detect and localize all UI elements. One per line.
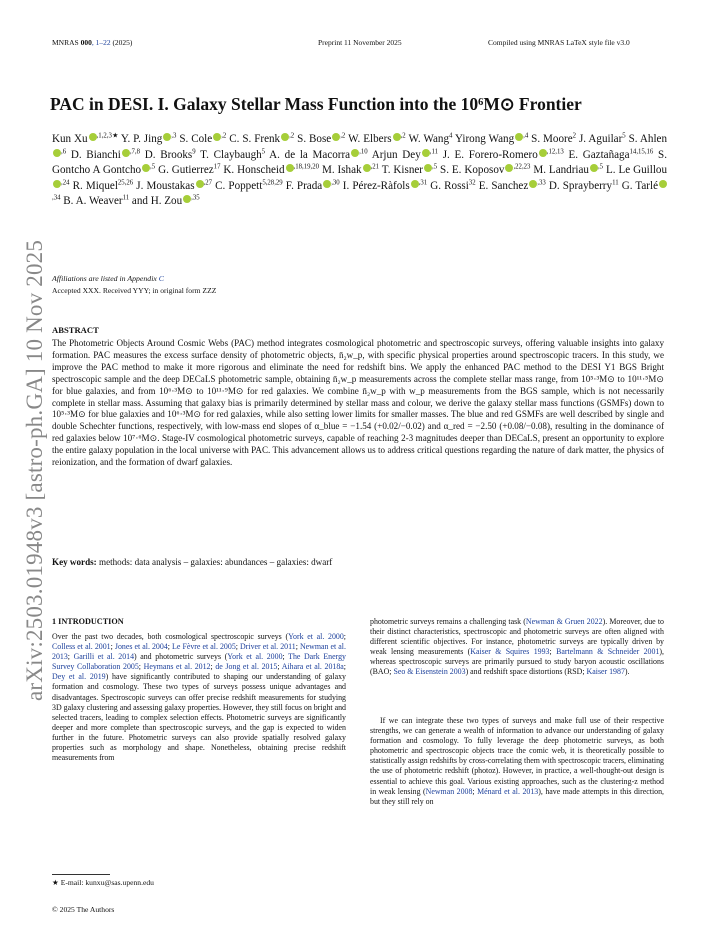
affiliation-superscript: ,12,13 (546, 147, 564, 155)
affiliation-superscript: ,7,8 (129, 147, 141, 155)
body-text: ; (472, 786, 478, 796)
affiliation-superscript: ,2 (340, 132, 346, 140)
affiliation-superscript: ,35 (191, 194, 200, 202)
affiliation-superscript: 25,26 (117, 179, 134, 187)
affiliation-superscript: 11 (122, 194, 130, 202)
author-name: R. Miquel (72, 179, 118, 192)
body-text: ), have made attempts in this direction, but they still rely on (370, 786, 664, 806)
author-name: B. A. Weaver (63, 195, 123, 208)
body-text: Over the past two decades, both cosmological spectroscopic surveys ( (52, 632, 289, 641)
keywords-label: Key words: (52, 557, 97, 567)
section-heading-introduction: 1 INTRODUCTION (52, 617, 124, 626)
author-name: M. Ishak (321, 164, 362, 177)
keywords (52, 557, 332, 567)
body-text: ; (210, 662, 216, 672)
author-name: S. Cole (179, 133, 213, 145)
orcid-icon[interactable] (515, 133, 523, 141)
author-name: E. Sanchez (478, 179, 529, 192)
citation-link[interactable]: York et al. 2000 (288, 632, 344, 641)
author-name: D. Bianchi (70, 148, 121, 161)
body-text: ) and redshift space distortions (RSD; (465, 667, 587, 677)
citation-link[interactable]: York et al. 2000 (227, 652, 283, 662)
intro-column-right-para2 (370, 716, 664, 807)
affiliation-superscript: ,31 (418, 179, 428, 187)
footnote-email: ★ E-mail: kunxu@sas.upenn.edu (52, 878, 154, 887)
orcid-icon[interactable] (590, 164, 598, 172)
body-text: ). Moreover, due to their distinct characteristics, spectroscopic and photometric surveys are often aligned with different scientific objectives. For instance, photometric surveys are typically driven by weak lensing measurements ( (370, 617, 665, 657)
citation-link[interactable]: Newman et al. 2013 (52, 642, 346, 662)
affiliation-superscript: 5 (261, 147, 266, 155)
orcid-icon[interactable] (183, 195, 191, 203)
citation-link[interactable]: Newman 2008 (425, 786, 473, 796)
orcid-icon[interactable] (286, 164, 294, 172)
affiliation-superscript: 9 (192, 147, 196, 155)
author-name: H. Zou (150, 195, 183, 208)
citation-link[interactable]: de Jong et al. 2015 (215, 662, 278, 672)
keywords-text: methods: data analysis – galaxies: abundances – galaxies: dwarf (96, 557, 333, 567)
body-text: photometric surveys remains a challenging task ( (370, 617, 526, 626)
body-text: ; (282, 652, 289, 662)
author-name: I. Pérez-Ràfols (342, 179, 410, 192)
citation-link[interactable]: Seo & Eisenstein 2003 (393, 667, 466, 677)
orcid-icon[interactable] (281, 133, 289, 141)
citation-link[interactable]: Newman & Gruen 2022 (525, 617, 603, 626)
affiliation-superscript: ,21 (370, 163, 380, 171)
citation-link[interactable]: Le Fèvre et al. 2005 (172, 642, 236, 652)
orcid-icon[interactable] (422, 149, 430, 157)
appendix-link[interactable]: C (158, 274, 164, 283)
author-name: D. Sprayberry (548, 179, 613, 192)
running-header-journal: MNRAS 000, 1–22 (2025) (52, 38, 133, 47)
abstract-text: The Photometric Objects Around Cosmic Webs (PAC) method integrates cosmological photometric and spectroscopic surveys, offering valuable insights into galaxy formation. PAC measures the excess surface density of photometric objects, n̄₂w_p, with specific physical properties around spectroscopic tracers. In this study, we improve the PAC method to make it more rigorous and eliminate the need for redshift bins. We apply the enhanced PAC method to the DESI Y1 BGS Bright spectroscopic sample and the deep DECaLS photometric sample, obtaining n̄₂w_p measurements across the complete stellar mass range, from 10⁵·³M⊙ to 10¹¹·⁵M⊙ for blue galaxies, and from 10⁶·³M⊙ to 10¹¹·⁹M⊙ for red galaxies. We combine n̄₂w_p with w_p measurements from the BGS sample, which is not necessarily complete in stellar mass. Assuming that galaxy bias is primarily determined by stellar mass and colour, we derive the galaxy stellar mass functions (GSMFs) down to 10⁵·³M⊙ for blue galaxies and 10⁶·³M⊙ for red galaxies, while also setting lower limits for smaller masses. The blue and red GSMFs are well described by single and double Schechter functions, respectively, with low-mass end slopes of α_blue = −1.54 (+0.02/−0.02) and α_red = −2.50 (+0.08/−0.08), resulting in the dominance of red galaxies below 10⁷·⁶M⊙. Stage-IV cosmological photometric surveys, capable of reaching 2-3 magnitudes deeper than DECaLS, present an opportunity to explore the entire galaxy population in the local universe with PAC. This advancement allows us to address critical questions regarding the nature of dark matter, the physics of reionization, and the formation of dwarf galaxies. (52, 338, 664, 468)
author-name: G. Rossi (430, 179, 469, 192)
author-name: D. Brooks (144, 148, 193, 161)
orcid-icon[interactable] (53, 180, 61, 188)
affiliation-superscript: ,18,19,20 (293, 163, 320, 171)
affiliation-superscript: 14,15,16 (629, 147, 654, 155)
author-name: W. Elbers (348, 133, 392, 145)
body-text: ; (235, 642, 241, 652)
affiliation-superscript: 4 (449, 132, 453, 140)
author-name: J. Moustakas (136, 179, 195, 192)
body-text: ; (110, 642, 115, 652)
body-text: ; (549, 647, 557, 657)
copyright: © 2025 The Authors (52, 905, 115, 914)
affiliation-superscript: ,2 (289, 132, 295, 140)
orcid-icon[interactable] (659, 180, 667, 188)
body-text: ; (67, 652, 74, 662)
citation-link[interactable]: Heymans et al. 2012 (143, 662, 211, 672)
affiliation-superscript: ,34 (52, 194, 61, 202)
citation-link[interactable]: The Dark Energy Survey Collaboration 2005 (52, 652, 346, 672)
orcid-icon[interactable] (89, 133, 97, 141)
body-text: ; (277, 662, 282, 672)
author-name: Yirong Wang (454, 133, 515, 145)
author-name: Kun Xu (52, 133, 88, 145)
orcid-icon[interactable] (411, 180, 419, 188)
citation-link[interactable]: Dey et al. 2019 (52, 672, 106, 682)
citation-link[interactable]: Kaiser 1987 (586, 667, 625, 677)
author-name: S. Ahlen (628, 133, 668, 145)
citation-link[interactable]: Kaiser & Squires 1993 (470, 647, 550, 657)
author-name: M. Landriau (533, 164, 589, 177)
affiliation-superscript: 5,28,29 (262, 179, 283, 187)
body-text: ; (343, 662, 346, 672)
affiliation-superscript: ,33 (537, 179, 546, 187)
affiliation-superscript: 2 (572, 132, 577, 140)
citation-link[interactable]: Jones et al. 2004 (114, 642, 168, 652)
author-name: K. Honscheid (223, 164, 285, 177)
affiliation-superscript: 5 (622, 132, 626, 140)
running-header-preprint: Preprint 11 November 2025 (318, 38, 402, 47)
orcid-icon[interactable] (122, 149, 130, 157)
affiliation-superscript: ,11 (429, 147, 439, 155)
body-text: ). (624, 667, 630, 677)
orcid-icon[interactable] (393, 133, 401, 141)
author-name: Arjun Dey (371, 148, 421, 161)
orcid-icon[interactable] (196, 180, 204, 188)
author-name: J. E. Forero-Romero (442, 148, 538, 161)
orcid-icon[interactable] (539, 149, 547, 157)
orcid-icon[interactable] (142, 164, 150, 172)
citation-link[interactable]: Ménard et al. 2013 (477, 786, 539, 796)
body-text: ) have significantly contributed to shaping our understanding of galaxy formation and cosmology. These two types of surveys possess unique advantages and disadvantages. Spectroscopic surveys can offer precise redshift measurements for studying 3D galaxy clustering and assessing galaxy properties. However, they still focus on bright and selected tracers, leading to complex selection effects. Photometric surveys are significantly deeper and more complete than spectroscopic surveys, and the gap is expected to widen further in the future. Photometric surveys can also provide spatially resolved galaxy properties such as morphology and shape. Nonetheless, obtaining precise redshift measurements from (52, 672, 346, 763)
affiliation-superscript: ,24 (61, 179, 70, 187)
author-name: C. S. Frenk (229, 133, 281, 145)
footnote-rule (52, 874, 110, 875)
author-name: W. Wang (408, 133, 450, 145)
author-name: Y. P. Jing (120, 133, 163, 145)
orcid-icon[interactable] (213, 133, 221, 141)
orcid-icon[interactable] (53, 149, 61, 157)
affiliation-superscript: 17 (213, 163, 221, 171)
body-text: ; (167, 642, 173, 652)
affiliation-superscript: ,5 (597, 163, 604, 171)
affiliation-superscript: 32 (468, 179, 476, 187)
author-name: S. Bose (297, 133, 332, 145)
body-text: ; (138, 662, 144, 672)
pages-link[interactable]: , 1–22 (91, 38, 111, 47)
citation-link[interactable]: Aihara et al. 2018a (281, 662, 344, 672)
arxiv-sidebar-stamp: arXiv:2503.01948v3 [astro-ph.GA] 10 Nov 2025 (22, 239, 47, 701)
citation-link[interactable]: Driver et al. 2011 (240, 642, 296, 652)
affiliation-superscript: ,3 (171, 132, 177, 140)
author-name: S. Gontcho A Gontcho (52, 148, 667, 177)
running-header-compiled: Compiled using MNRAS LaTeX style file v3.0 (488, 38, 630, 47)
body-text: ; (295, 642, 300, 652)
author-list: Kun Xu $^{,1,2,3★}$ Y. P. Jing $^{,3}$ S. Cole $^{,2}$ C. S. Frenk $^{,2}$ S. Bose $^{,2}$ W. Elbers $^{,2}$ W. Wang$^4$ Yirong Wang $^{,4}$ S. Moore$^2$ J. Aguilar$^5$ S. Ahlen$^{,6}$ D. Bianchi $^{,7,8}$ D. Brooks$^9$ T. Claybaugh$^5$ A. de la Macorra $^{,10}$ Arjun Dey $^{,11}$ J. E. Forero-Romero $^{,12,13}$ E. Gaztañaga$^{14,15,16}$ S. Gontcho A Gontcho $^{,5}$ G. Gutierrez$^{17}$ K. Honscheid $^{,18,19,20}$ M. Ishak $^{,21}$ T. Kisner $^{,5}$ S. E. Koposov $^{,22,23}$ M. Landriau $^{,5}$ L. Le Guillou$^{,24}$ R. Miquel$^{25,26}$ J. Moustakas $^{,27}$ C. Poppett$^{5,28,29}$ F. Prada $^{,30}$ I. Pérez-Ràfols $^{,31}$ G. Rossi$^{32}$ E. Sanchez $^{,33}$ D. Sprayberry$^{11}$ G. Tarlé$^{,34}$ B. A. Weaver$^{11}$ and H. Zou $^{,35}$ (52, 132, 668, 208)
affiliation-superscript: ,5 (432, 163, 438, 171)
author-name: J. Aguilar (578, 133, 623, 145)
author-name: T. Claybaugh (200, 148, 262, 161)
affiliation-superscript: ,2 (400, 132, 406, 140)
orcid-icon[interactable] (323, 180, 331, 188)
affiliation-superscript: ,27 (203, 179, 213, 187)
abstract-heading: ABSTRACT (52, 325, 99, 335)
author-name: A. de la Macorra (269, 148, 351, 161)
author-name: S. E. Koposov (440, 164, 505, 177)
author-name: T. Kisner (381, 164, 424, 177)
author-name: E. Gaztañaga (568, 148, 630, 161)
body-text: ) and photometric surveys ( (134, 652, 228, 662)
intro-column-left (52, 632, 346, 763)
citation-link[interactable]: Garilli et al. 2014 (73, 652, 135, 662)
orcid-icon[interactable] (424, 164, 432, 172)
acceptance-note: Accepted XXX. Received YYY; in original form ZZZ (52, 286, 217, 295)
affiliation-superscript: ,30 (331, 179, 340, 187)
author-name: G. Gutierrez (158, 164, 214, 177)
affiliation-superscript: 11 (612, 179, 619, 187)
citation-link[interactable]: Colless et al. 2001 (52, 642, 111, 652)
author-name: S. Moore (531, 133, 573, 145)
affiliation-superscript: ,5 (150, 163, 156, 171)
author-name: F. Prada (285, 179, 323, 192)
orcid-icon[interactable] (351, 149, 359, 157)
paper-title: PAC in DESI. I. Galaxy Stellar Mass Function into the 10⁶M⊙ Frontier (50, 94, 582, 114)
author-name: G. Tarlé (621, 179, 658, 192)
affiliation-superscript: ,6 (61, 147, 67, 155)
intro-column-right-para1 (370, 617, 664, 678)
body-text: If we can integrate these two types of surveys and make full use of their respective strengths, we can generate a wealth of information to advance our understanding of galaxy formation and cosmology. To fully leverage the deep photometric surveys, as both photometric and spectroscopic objects trace the comic web, it is theoretically possible to statistically assign redshifts by cross-correlating them with spectroscopic tracers, eliminating the use of photometric redshift (photoz). However, in practice, a well-thought-out design is essential to achieve this goal. Various existing approaches, such as the clustering-z method in weak lensing ( (370, 716, 664, 796)
author-name: C. Poppett (215, 179, 263, 192)
body-text: ), whereas spectroscopic surveys are primarily pursued to study baryon acoustic oscillations (BAO; (370, 647, 665, 677)
affiliation-superscript: ,22,23 (513, 163, 531, 171)
affiliation-superscript: ,1,2,3★ (96, 132, 119, 140)
orcid-icon[interactable] (363, 164, 371, 172)
body-text: ; (343, 632, 346, 641)
citation-link[interactable]: Bartelmann & Schneider 2001 (556, 647, 660, 657)
affiliation-superscript: ,2 (221, 132, 227, 140)
author-name: L. Le Guillou (606, 164, 667, 177)
affiliation-superscript: ,4 (523, 132, 529, 140)
affiliations-note: Affiliations are listed in Appendix C (52, 274, 164, 283)
affiliation-superscript: ,10 (359, 147, 368, 155)
